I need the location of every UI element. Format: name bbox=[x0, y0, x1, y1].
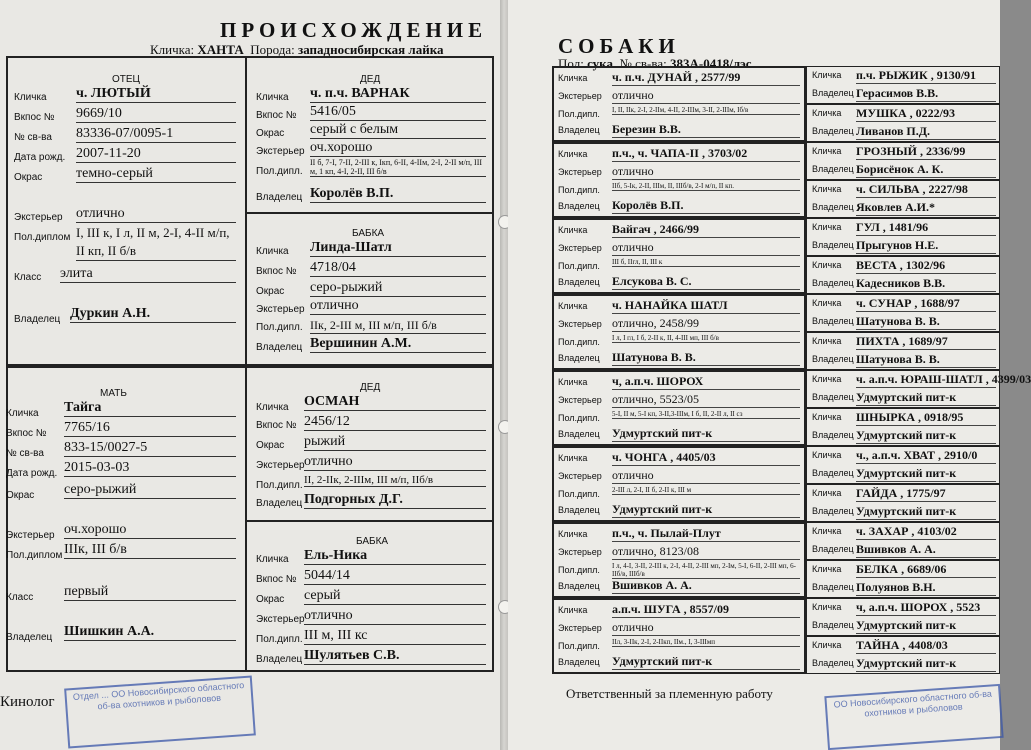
field-label: Пол.дипл. bbox=[558, 261, 600, 271]
field-label: Кличка bbox=[812, 526, 842, 536]
ancestor-exterior: отлично bbox=[612, 240, 800, 256]
field-label: Кличка bbox=[812, 412, 842, 422]
ancestor-owner: Березин В.В. bbox=[612, 122, 800, 138]
page-gutter bbox=[500, 0, 508, 750]
ancestor-owner: Удмуртский пит-к bbox=[856, 428, 996, 444]
ancestor-owner: Прыгунов Н.Е. bbox=[856, 238, 996, 254]
field-label: Экстерьер bbox=[558, 623, 602, 633]
mf-tattoo: 2456/12 bbox=[304, 414, 486, 431]
fm-exterior: отлично bbox=[310, 298, 486, 315]
ancestor-owner: Шатунова В. В. bbox=[612, 350, 800, 366]
field-label: Пол.дипл. bbox=[558, 489, 600, 499]
mother-tattoo: 7765/16 bbox=[64, 420, 236, 437]
ancestor-owner: Герасимов В.В. bbox=[856, 86, 996, 102]
ancestor-owner: Полуянов В.Н. bbox=[856, 580, 996, 596]
field-label: Кличка bbox=[558, 377, 588, 387]
ancestor-exterior: отлично bbox=[612, 468, 800, 484]
field-label: Кличка bbox=[812, 640, 842, 650]
mother-birth: 2015-03-03 bbox=[64, 460, 236, 477]
field-label: Кличка bbox=[558, 605, 588, 615]
ancestor-name: ч., а.п.ч. ХВАТ , 2910/0 bbox=[856, 448, 996, 464]
dog-name: ХАНТА bbox=[197, 42, 244, 57]
field-label: Владелец bbox=[558, 125, 600, 135]
field-label: Владелец bbox=[812, 468, 854, 478]
ancestor-owner: Борисёнок А. К. bbox=[856, 162, 996, 178]
mother-name: Тайга bbox=[64, 400, 236, 417]
dog-breed: западносибирская лайка bbox=[297, 42, 444, 57]
ancestor-name: п.ч., ч. ЧАПА-II , 3703/02 bbox=[612, 146, 800, 162]
ancestor-name: ч, а.п.ч. ШОРОХ , 5523 bbox=[856, 600, 996, 616]
ancestor-name: МУШКА , 0222/93 bbox=[856, 106, 996, 122]
field-label: Кличка bbox=[812, 564, 842, 574]
ancestor-diplomas: IIл, 3-IIк, 2-I, 2-IIкп, IIм., I, 3-IIIмп bbox=[612, 638, 800, 647]
field-label: Владелец bbox=[558, 581, 600, 591]
ancestor-exterior: отлично bbox=[612, 620, 800, 636]
field-label: Владелец bbox=[812, 278, 854, 288]
field-label: Кличка bbox=[812, 222, 842, 232]
field-label: Кличка bbox=[558, 149, 588, 159]
ancestor-owner: Удмуртский пит-к bbox=[856, 390, 996, 406]
ancestor-name: ШНЫРКА , 0918/95 bbox=[856, 410, 996, 426]
ancestor-exterior: отлично, 5523/05 bbox=[612, 392, 800, 408]
mm-owner: Шулятьев С.В. bbox=[304, 648, 486, 665]
fm-tattoo: 4718/04 bbox=[310, 260, 486, 277]
ancestor-name: а.п.ч. ШУГА , 8557/09 bbox=[612, 602, 800, 618]
ancestor-name: ч, а.п.ч. ШОРОХ bbox=[612, 374, 800, 390]
field-label: Кличка bbox=[812, 488, 842, 498]
ancestor-name: ВЕСТА , 1302/96 bbox=[856, 258, 996, 274]
ancestor-exterior: отлично bbox=[612, 88, 800, 104]
field-label: Кличка bbox=[558, 73, 588, 83]
fm-color: серо-рыжий bbox=[310, 280, 486, 297]
ancestor-owner: Кадесников В.В. bbox=[856, 276, 996, 292]
ancestor-name: ГУЛ , 1481/96 bbox=[856, 220, 996, 236]
field-label: Кличка bbox=[812, 374, 842, 384]
ancestor-name: БЕЛКА , 6689/06 bbox=[856, 562, 996, 578]
field-label: Владелец bbox=[558, 201, 600, 211]
field-label: Пол.дипл. bbox=[558, 413, 600, 423]
field-label: Кличка bbox=[812, 70, 842, 80]
ancestor-name: п.ч., ч. Пылай-Плут bbox=[612, 526, 800, 542]
mf-diplomas: II, 2-IIк, 2-IIIм, III м/п, IIб/в bbox=[304, 474, 486, 487]
ancestor-name: п.ч. РЫЖИК , 9130/91 bbox=[856, 68, 996, 84]
mother-exterior: оч.хорошо bbox=[64, 522, 236, 539]
field-label: Владелец bbox=[812, 582, 854, 592]
field-label: Владелец bbox=[812, 88, 854, 98]
ancestor-owner: Шатунова В. В. bbox=[856, 314, 996, 330]
field-label: Владелец bbox=[812, 354, 854, 364]
cynologist-label: Кинолог bbox=[0, 694, 55, 710]
field-label: Кличка bbox=[812, 336, 842, 346]
mother-header: МАТЬ bbox=[100, 388, 127, 399]
ancestor-name: ГАЙДА , 1775/97 bbox=[856, 486, 996, 502]
father-class: элита bbox=[60, 266, 236, 283]
ancestor-name: ТАЙНА , 4408/03 bbox=[856, 638, 996, 654]
ancestor-diplomas: I л, 4-I, 3-II, 2-III к, 2-I, 4-II, 2-III мп, 2-Iм, 5-I, 6-II, 2-III мп, 6-IIб/в, IIIб/в bbox=[612, 562, 800, 579]
father-cert: 83336-07/0095-1 bbox=[76, 126, 236, 143]
ff-name: ч. п.ч. ВАРНАК bbox=[310, 86, 486, 103]
ancestor-name: ПИХТА , 1689/97 bbox=[856, 334, 996, 350]
ff-exterior: оч.хорошо bbox=[310, 140, 486, 157]
field-label: Пол.дипл. bbox=[558, 109, 600, 119]
page-title: ПРОИСХОЖДЕНИЕ bbox=[220, 18, 488, 42]
ancestor-owner: Вшивков А. А. bbox=[612, 578, 800, 594]
ancestor-owner: Удмуртский пит-к bbox=[856, 618, 996, 634]
fm-name: Линда-Шатл bbox=[310, 240, 486, 257]
mother-cert: 833-15/0027-5 bbox=[64, 440, 236, 457]
club-stamp: ОО Новосибирского областного об-ва охотников и рыболовов bbox=[824, 684, 1003, 750]
mother-class: первый bbox=[64, 584, 236, 601]
ancestor-name: ч. п.ч. ДУНАЙ , 2577/99 bbox=[612, 70, 800, 86]
ff-tattoo: 5416/05 bbox=[310, 104, 486, 121]
mother-color: серо-рыжий bbox=[64, 482, 236, 499]
ancestor-diplomas: IIб, 5-Iк, 2-II, IIIм, II, IIIб/в, 2-I м/п, II кп. bbox=[612, 182, 800, 191]
ancestor-name: ч. СУНАР , 1688/97 bbox=[856, 296, 996, 312]
ancestor-diplomas: I л, I гл, I б, 2-II к, II, 4-III мп, III б/в bbox=[612, 334, 800, 343]
field-label: Владелец bbox=[558, 505, 600, 515]
right-page bbox=[508, 0, 1031, 750]
ancestor-name: ч. СИЛЬВА , 2227/98 bbox=[856, 182, 996, 198]
father-tattoo: 9669/10 bbox=[76, 106, 236, 123]
father-name: ч. ЛЮТЫЙ bbox=[76, 86, 236, 103]
left-page: ПРОИСХОЖДЕНИЕ Кличка: ХАНТА Порода: западносибирская лайка ОТЕЦ Кличка ч. ЛЮТЫЙ Вкпос № 9669/10 № св-ва 83336-07/0095-1 Дата рожд. 2007-11-20 Окрас темно-серый Экстерьер отлично Пол.диплом I, III к, I л, II м, 2-I, 4-II м/п, II кп, II б/в Класс элита Владелец Дуркин А.Н. ДЕД Кличка ч. п.ч. ВАРНАК Вкпос № 5416/05 Окрас серый с белым Экстерьер оч.хорошо Пол.дипл. II б, 7-I, 7-II, 2-III к, Iкп, 6-II, 4-IIм, 2-I, 2-II м/п, III м, 1 кп, 4-I, 2-II, III б/в Владелец Королёв В.П. БАБКА Кличка Линда-Шатл Вкпос № 4718/04 Окрас серо-рыжий Экстерьер отлично Пол.дипл. IIк, 2-III м, III м/п, III б/в Владелец Вершинин А.М. МАТЬ Кличка Тайга Вкпос № 7765/16 № св-ва 833-15/0027-5 Дата рожд. 2015-03-03 Окрас серо-рыжий Экстерьер оч.хорошо Пол.диплом IIIк, III б/в Класс первый Владелец Шишкин А.А. ДЕД Кличка ОСМАН Вкпос № 2456/12 Окрас рыжий Экстерьер отлично Пол.дипл. II, 2-IIк, 2-IIIм, III м/п, IIб/в Владелец Подгорных Д.Г. БАБКА Кличка Ель-Ника Вкпос № 5044/14 Окрас серый Экстерьер отлично Пол.дипл. III м, III кс Владелец Шулятьев С.В. Кинолог Отдел ... ОО Новосибирского областного об-ва охотников и рыболовов bbox=[0, 0, 500, 750]
mm-diplomas: III м, III кс bbox=[304, 628, 486, 645]
field-label: Кличка bbox=[558, 453, 588, 463]
mm-color: серый bbox=[304, 588, 486, 605]
club-stamp: Отдел ... ОО Новосибирского областного об-ва охотников и рыболовов bbox=[64, 676, 256, 749]
field-label: Владелец bbox=[812, 240, 854, 250]
field-label: Владелец bbox=[812, 316, 854, 326]
fm-diplomas: IIк, 2-III м, III м/п, III б/в bbox=[310, 318, 486, 334]
field-label: Экстерьер bbox=[558, 547, 602, 557]
field-label: Владелец bbox=[558, 429, 600, 439]
field-label: Кличка bbox=[812, 260, 842, 270]
ff-diplomas: II б, 7-I, 7-II, 2-III к, Iкп, 6-II, 4-IIм, 2-I, 2-II м/п, III м, 1 кп, 4-I, 2-II, III б/в bbox=[310, 158, 486, 177]
field-label: Владелец bbox=[558, 277, 600, 287]
ancestor-owner: Удмуртский пит-к bbox=[856, 466, 996, 482]
ancestor-diplomas: 2-III л, 2-I, II б, 2-II к, III м bbox=[612, 486, 800, 495]
field-label: Владелец bbox=[812, 658, 854, 668]
mm-exterior: отлично bbox=[304, 608, 486, 625]
field-label: Кличка bbox=[812, 298, 842, 308]
field-label: Владелец bbox=[812, 544, 854, 554]
field-label: Кличка bbox=[812, 602, 842, 612]
mm-name: Ель-Ника bbox=[304, 548, 486, 565]
mother-diplomas: IIIк, III б/в bbox=[64, 542, 236, 559]
field-label: Кличка bbox=[558, 301, 588, 311]
father-exterior: отлично bbox=[76, 206, 236, 223]
mf-owner: Подгорных Д.Г. bbox=[304, 492, 486, 509]
field-label: Пол.дипл. bbox=[558, 565, 600, 575]
ancestor-name: ГРОЗНЫЙ , 2336/99 bbox=[856, 144, 996, 160]
field-label: Владелец bbox=[558, 657, 600, 667]
ancestor-owner: Шатунова В. В. bbox=[856, 352, 996, 368]
breeding-responsible-label: Ответственный за племенную работу bbox=[566, 686, 773, 701]
ancestor-owner: Вшивков А. А. bbox=[856, 542, 996, 558]
ancestor-name: ч. ЗАХАР , 4103/02 bbox=[856, 524, 996, 540]
mother-owner: Шишкин А.А. bbox=[64, 624, 236, 641]
ff-owner: Королёв В.П. bbox=[310, 186, 486, 203]
ancestor-name: ч. ЧОНГА , 4405/03 bbox=[612, 450, 800, 466]
field-label: Владелец bbox=[812, 202, 854, 212]
field-label: Кличка bbox=[812, 146, 842, 156]
field-label: Владелец bbox=[812, 430, 854, 440]
ancestor-owner: Королёв В.П. bbox=[612, 198, 800, 214]
father-header: ОТЕЦ bbox=[112, 74, 140, 85]
father-owner: Дуркин А.Н. bbox=[70, 306, 236, 323]
field-label: Владелец bbox=[812, 164, 854, 174]
ancestor-owner: Удмуртский пит-к bbox=[856, 656, 996, 672]
ancestor-owner: Ливанов П.Д. bbox=[856, 124, 996, 140]
field-label: Пол.дипл. bbox=[558, 337, 600, 347]
field-label: Экстерьер bbox=[558, 167, 602, 177]
field-label: Владелец bbox=[812, 392, 854, 402]
dog-cert: 383А-0418/лэс bbox=[669, 56, 752, 71]
father-diplomas: I, III к, I л, II м, 2-I, 4-II м/п, II кп, II б/в bbox=[76, 224, 236, 261]
mf-exterior: отлично bbox=[304, 454, 486, 471]
dog-subtitle: Пол: сука № св-ва: 383А-0418/лэс bbox=[558, 56, 752, 71]
field-label: Владелец bbox=[812, 620, 854, 630]
field-label: Владелец bbox=[812, 126, 854, 136]
mf-color: рыжий bbox=[304, 434, 486, 451]
ancestor-diplomas: 5-I, II м, 5-I кп, 3-II,3-IIIм, I б, II, 2-II л, II сз bbox=[612, 410, 800, 419]
ancestor-diplomas: III б, IIгл, II, III к bbox=[612, 258, 800, 267]
field-label: Кличка bbox=[558, 529, 588, 539]
ff-color: серый с белым bbox=[310, 122, 486, 139]
field-label: Пол.дипл. bbox=[558, 185, 600, 195]
field-label: Экстерьер bbox=[558, 471, 602, 481]
father-color: темно-серый bbox=[76, 166, 236, 183]
ancestor-exterior: отлично, 2458/99 bbox=[612, 316, 800, 332]
field-label: Пол.дипл. bbox=[558, 641, 600, 651]
dog-subtitle: Кличка: ХАНТА Порода: западносибирская лайка bbox=[150, 42, 444, 57]
field-label: Кличка bbox=[812, 108, 842, 118]
field-label: Кличка bbox=[812, 184, 842, 194]
ancestor-exterior: отлично, 8123/08 bbox=[612, 544, 800, 560]
ancestor-owner: Удмуртский пит-к bbox=[612, 654, 800, 670]
field-label: Кличка bbox=[558, 225, 588, 235]
ancestor-name: Вайгач , 2466/99 bbox=[612, 222, 800, 238]
ancestor-exterior: отлично bbox=[612, 164, 800, 180]
page-title: СОБАКИ bbox=[558, 34, 680, 58]
ancestor-owner: Удмуртский пит-к bbox=[612, 502, 800, 518]
mm-tattoo: 5044/14 bbox=[304, 568, 486, 585]
field-label: Кличка bbox=[812, 450, 842, 460]
field-label: Экстерьер bbox=[558, 395, 602, 405]
ancestor-owner: Удмуртский пит-к bbox=[856, 504, 996, 520]
field-label: Экстерьер bbox=[558, 319, 602, 329]
father-birth: 2007-11-20 bbox=[76, 146, 236, 163]
field-label: Экстерьер bbox=[558, 91, 602, 101]
dog-sex: сука bbox=[587, 56, 613, 71]
field-label: Экстерьер bbox=[558, 243, 602, 253]
ancestor-owner: Елсукова В. С. bbox=[612, 274, 800, 290]
ancestor-name: ч. а.п.ч. ЮРАШ-ШАТЛ , 4399/03 bbox=[856, 372, 1031, 386]
ancestor-owner: Яковлев А.И.* bbox=[856, 200, 996, 216]
ancestor-diplomas: I, II, IIк, 2-I, 2-IIм, 4-II, 2-IIIм, 3-II, 2-IIIм, Iб/в bbox=[612, 106, 800, 115]
ancestor-owner: Удмуртский пит-к bbox=[612, 426, 800, 442]
field-label: Владелец bbox=[812, 506, 854, 516]
mf-name: ОСМАН bbox=[304, 394, 486, 411]
field-label: Владелец bbox=[558, 353, 600, 363]
ancestor-name: ч. НАНАЙКА ШАТЛ bbox=[612, 298, 800, 314]
fm-owner: Вершинин А.М. bbox=[310, 336, 486, 353]
